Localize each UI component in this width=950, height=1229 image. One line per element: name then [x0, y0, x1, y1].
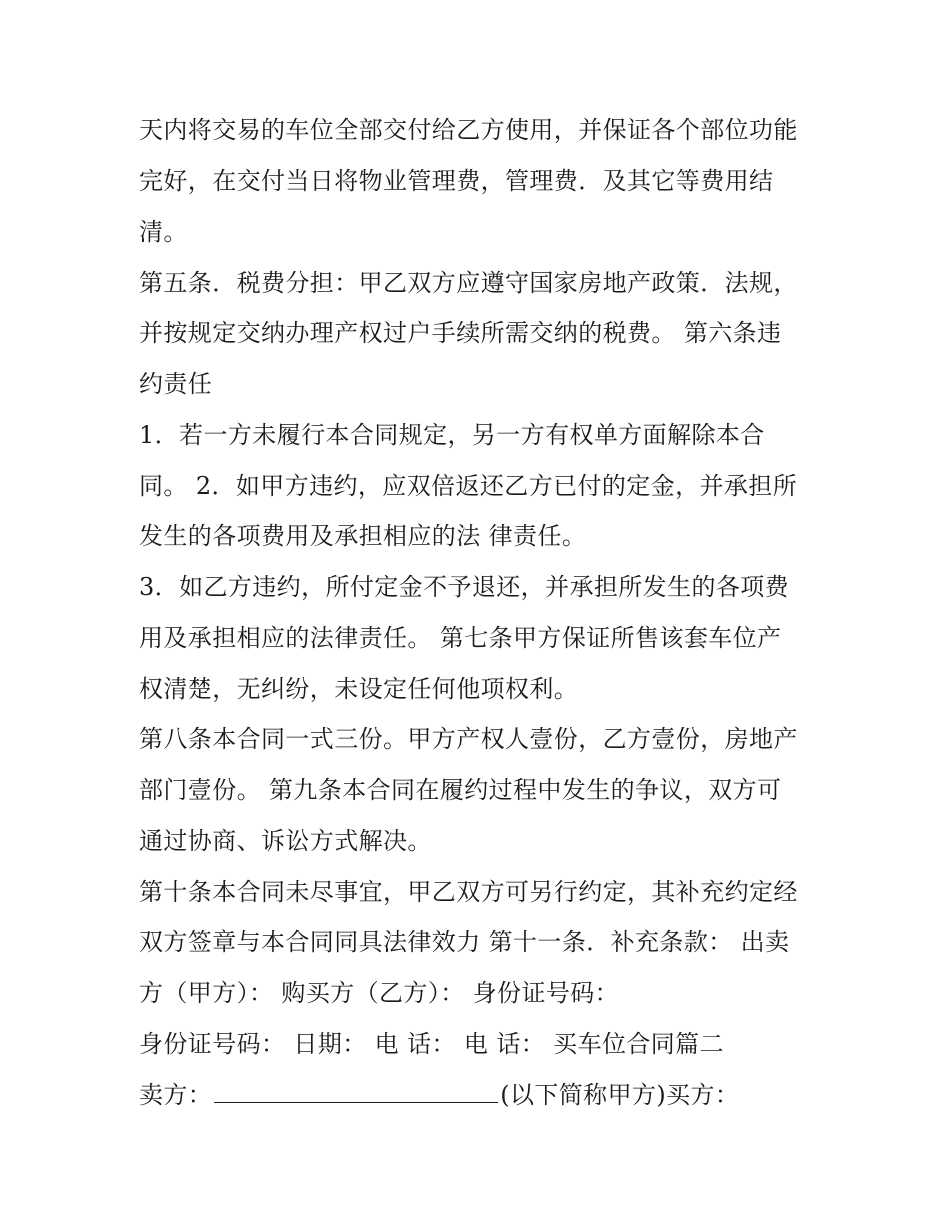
text-line: 方（甲方）： 购买方（乙方）： 身份证号码：: [139, 979, 620, 1007]
text-line: 3．如乙方违约，所付定金不予退还，并承担所发生的各项费: [139, 573, 790, 601]
text-line: 约责任: [139, 370, 213, 398]
text-line: 用及承担相应的法律责任。 第七条甲方保证所售该套车位产: [139, 624, 782, 652]
text-line: 身份证号码： 日期： 电 话： 电 话： 买车位合同篇二: [139, 1030, 724, 1058]
text-line: 并按规定交纳办理产权过户手续所需交纳的税费。 第六条违: [139, 319, 782, 347]
text-line: 部门壹份。 第九条本合同在履约过程中发生的争议，双方可: [139, 776, 782, 804]
text-line: 天内将交易的车位全部交付给乙方使用，并保证各个部位功能: [139, 116, 798, 144]
seller-label: 卖方：: [139, 1081, 213, 1109]
text-line: 第十条本合同未尽事宜，甲乙双方可另行约定，其补充约定经: [139, 878, 798, 906]
text-line: 1．若一方未履行本合同规定，另一方有权单方面解除本合: [139, 421, 765, 449]
seller-name-blank: [214, 1080, 498, 1103]
text-line: 同。 2．如甲方违约，应双倍返还乙方已付的定金，并承担所: [139, 472, 798, 500]
text-line: 通过协商、诉讼方式解决。: [139, 827, 432, 855]
text-line: 第五条．税费分担：甲乙双方应遵守国家房地产政策．法规，: [139, 269, 798, 297]
text-line: 发生的各项费用及承担相应的法 律责任。: [139, 522, 587, 550]
text-line: 完好，在交付当日将物业管理费，管理费．及其它等费用结: [139, 167, 774, 195]
text-line: 第八条本合同一式三份。甲方产权人壹份，乙方壹份，房地产: [139, 725, 798, 753]
text-line: 权清楚，无纠纷，未设定任何他项权利。: [139, 675, 579, 703]
seller-buyer-line: [139, 1080, 739, 1110]
text-line: 双方签章与本合同同具法律效力 第十一条．补充条款： 出卖: [139, 928, 790, 956]
text-line: 清。: [139, 218, 188, 246]
seller-buyer-suffix: (以下简称甲方)买方：: [500, 1081, 740, 1109]
